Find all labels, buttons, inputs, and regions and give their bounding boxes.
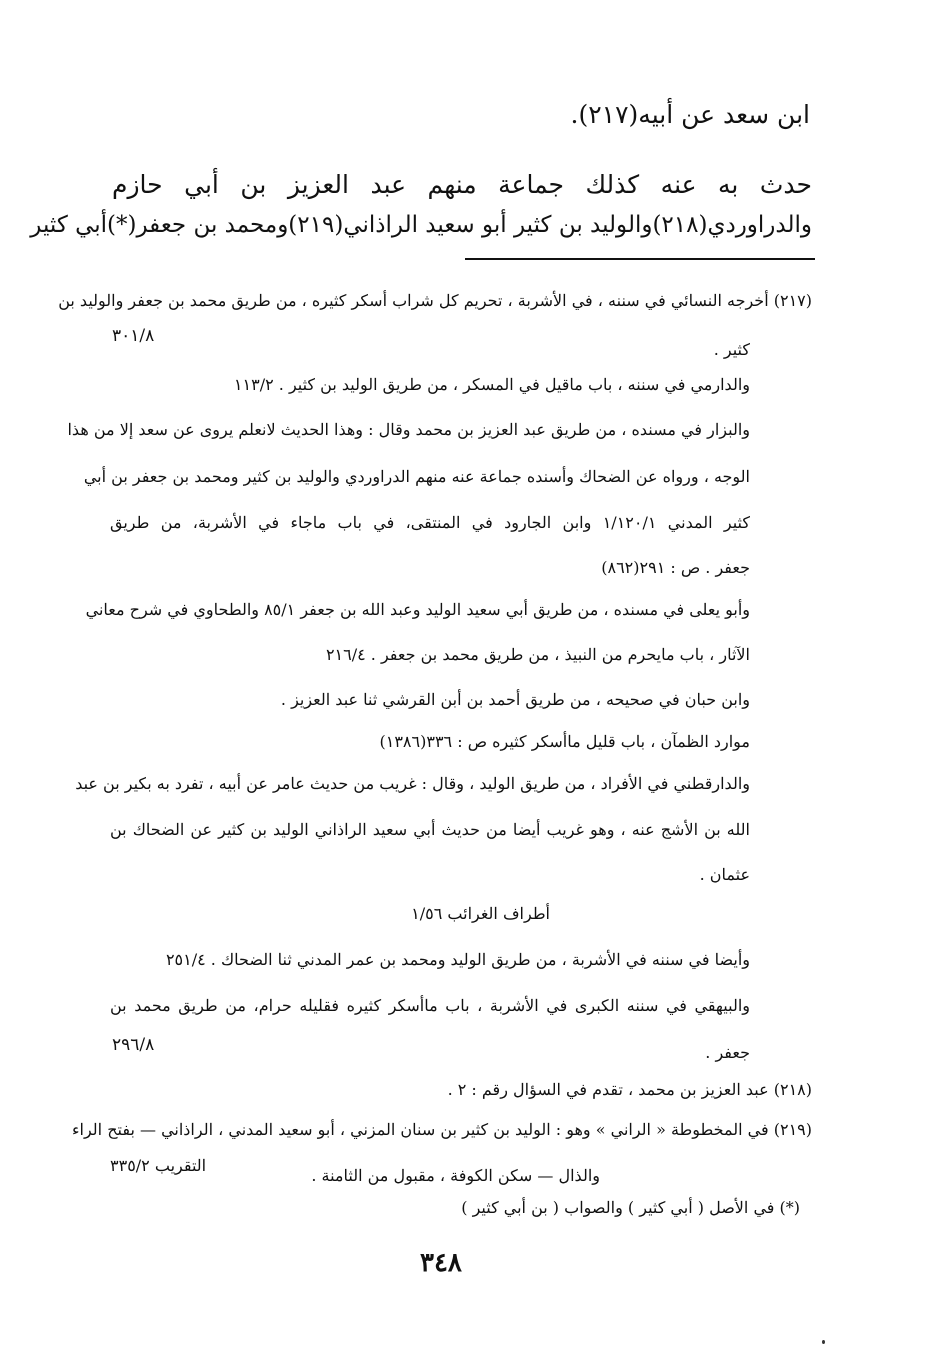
footnote-217-line-7: جعفر . ص : ٢٩١(٨٦٢) <box>601 558 750 577</box>
footnote-217-line-4: والبزار في مسنده ، من طريق عبد العزيز بن محمد وقال : وهذا الحديث لانعلم يروى عن سعد إلا من هذا <box>67 420 750 439</box>
footnote-star: (*) في الأصل ( أبي كثير ) والصواب ( بن أبي كثير ) <box>461 1198 800 1217</box>
footnote-217-reference-1: ٣٠١/٨ <box>112 326 155 346</box>
footnote-217-line-5: الوجه ، ورواه عن الضحاك وأسنده جماعة عنه منهم الدراوردي والوليد بن كثير ومحمد بن جعفر بن أبي <box>83 467 750 486</box>
footnote-217-line-2: كثير . <box>713 340 750 359</box>
footnote-217-line-13: الله بن الأشج عنه ، وهو غريب أيضا من حديث أبي سعيد الراذاني الوليد بن كثير عن الضحاك بن <box>110 820 750 839</box>
footnote-217-line-8: وأبو يعلى في مسنده ، من طريق أبي سعيد الوليد وعبد الله بن جعفر ٨٥/١ والطحاوي في شرح معاني <box>85 600 750 619</box>
footnote-217-line-3: والدارمي في سننه ، باب ماقيل في المسكر ، من طريق الوليد بن كثير . ١١٣/٢ <box>233 375 750 394</box>
footnote-217-line-14: عثمان . <box>699 865 750 884</box>
footnote-217-line-10: وابن حبان في صحيحه ، من طريق أحمد بن أبن القرشي ثنا عبد العزيز . <box>280 690 750 709</box>
footnote-217-line-18: جعفر . <box>705 1043 750 1062</box>
footnote-217-line-6: كثير المدني ١/١٢٠/١ وابن الجارود في المنتقى، في باب ماجاء في الأشربة، من طريق <box>110 513 751 532</box>
footnote-219-line-2: والذال — سكن الكوفة ، مقبول من الثامنة . <box>311 1166 600 1185</box>
page-number: ٣٤٨ <box>420 1248 462 1278</box>
main-text-line-2: حدث به عنه كذلك جماعة منهم عبد العزيز بن أبي حازم <box>112 170 812 199</box>
footnote-217-line-17: والبيهقي في سننه الكبرى في الأشربة ، باب ماأسكر كثيره فقليله حرام، من طريق محمد بن <box>110 996 750 1015</box>
footnote-217-line-15: أطراف الغرائب ١/٥٦ <box>411 904 550 923</box>
footnote-217-reference-2: ٢٩٦/٨ <box>112 1035 155 1055</box>
main-text-line-1: ابن سعد عن أبيه(٢١٧). <box>570 100 810 129</box>
footnote-217-line-1: (٢١٧) أخرجه النسائي في سننه ، في الأشربة ، تحريم كل شراب أسكر كثيره ، من طريق محمد بن جعفر والوليد بن <box>58 291 812 310</box>
footnote-219-reference: التقريب ٣٣٥/٢ <box>110 1156 207 1175</box>
footnote-217-line-16: وأيضا في سننه في الأشربة ، من طريق الوليد ومحمد بن عمر المدني ثنا الضحاك . ٢٥١/٤ <box>165 950 750 969</box>
footnote-217-line-11: موارد الظمآن ، باب قليل ماأسكر كثيره ص : ٣٣٦(١٣٨٦) <box>379 732 750 751</box>
footnote-218: (٢١٨) عبد العزيز بن محمد ، تقدم في السؤال رقم : ٢ . <box>447 1080 812 1099</box>
footnote-217-line-12: والدارقطني في الأفراد ، من طريق الوليد ، وقال : غريب من حديث عامر عن أبيه ، تفرد به بكير بن عبد <box>75 774 750 793</box>
main-text-line-3: والدراوردي(٢١٨)والوليد بن كثير أبو سعيد الراذاني(٢١٩)ومحمد بن جعفر(*)أبي كثير <box>30 212 812 238</box>
footnote-217-line-9: الآثار ، باب مايحرم من النبيذ ، من طريق محمد بن جعفر . ٢١٦/٤ <box>325 645 750 664</box>
footnote-separator <box>465 258 815 260</box>
scan-speck <box>822 1340 825 1344</box>
footnote-219-line-1: (٢١٩) في المخطوطة « الراني » وهو : الوليد بن كثير بن سنان المزني ، أبو سعيد المدني ، الراذاني — بفتح الراء <box>71 1120 812 1139</box>
